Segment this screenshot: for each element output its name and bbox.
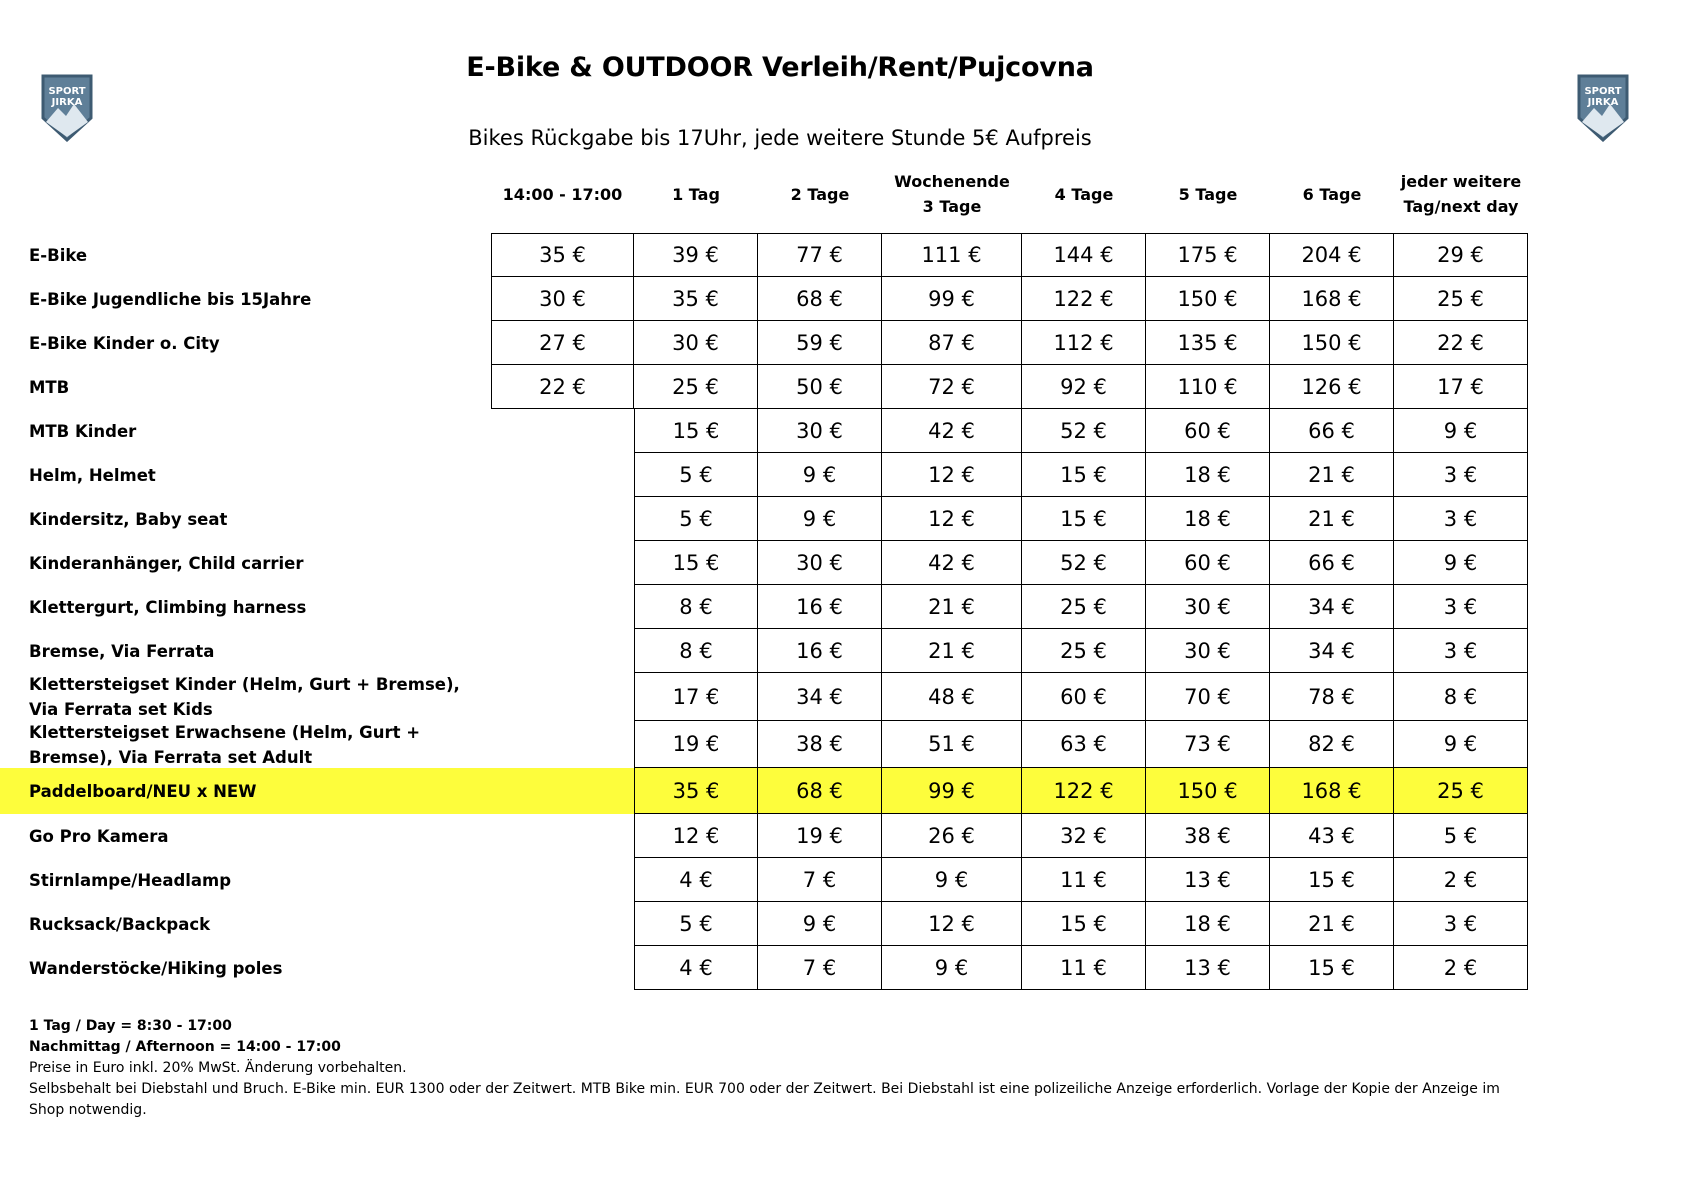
price-cell: 3 € — [1394, 453, 1528, 497]
table-row — [0, 365, 1540, 409]
price-cell: 21 € — [882, 585, 1022, 629]
price-cell: 3 € — [1394, 585, 1528, 629]
price-cell: 110 € — [1146, 365, 1270, 409]
price-cell: 59 € — [758, 321, 882, 365]
price-cell: 42 € — [882, 541, 1022, 585]
footer-price-note: Preise in Euro inkl. 20% MwSt. Änderung vorbehalten. — [29, 1060, 407, 1076]
price-cell: 26 € — [882, 814, 1022, 858]
price-cell: 17 € — [1394, 365, 1528, 409]
price-cell: 22 € — [491, 365, 634, 409]
price-cell: 60 € — [1022, 673, 1146, 721]
price-cell: 30 € — [1146, 629, 1270, 673]
price-cell: 25 € — [1394, 768, 1528, 814]
row-label: Paddelboard/NEU x NEW — [0, 768, 491, 814]
logo-line1: SPORT — [48, 86, 86, 97]
page-subtitle: Bikes Rückgabe bis 17Uhr, jede weitere Stunde 5€ Aufpreis — [468, 126, 1092, 150]
row-label: E-Bike Jugendliche bis 15Jahre — [29, 289, 312, 309]
price-cell: 32 € — [1022, 814, 1146, 858]
price-cell: 150 € — [1270, 321, 1394, 365]
table-row — [0, 814, 1540, 858]
price-cell: 150 € — [1146, 768, 1270, 814]
price-cell: 60 € — [1146, 541, 1270, 585]
price-cell: 18 € — [1146, 453, 1270, 497]
price-cell: 111 € — [882, 233, 1022, 277]
empty-cell — [491, 768, 634, 814]
table-row — [0, 629, 1540, 673]
price-cell: 9 € — [1394, 409, 1528, 453]
empty-cell — [491, 858, 634, 902]
price-cell: 9 € — [882, 858, 1022, 902]
price-cell: 30 € — [758, 409, 882, 453]
price-cell: 21 € — [1270, 453, 1394, 497]
table-row — [0, 768, 1540, 814]
sport-jirka-logo-right — [1576, 72, 1630, 142]
price-cell: 35 € — [634, 277, 758, 321]
price-cell: 87 € — [882, 321, 1022, 365]
price-cell: 175 € — [1146, 233, 1270, 277]
price-cell: 12 € — [634, 814, 758, 858]
price-cell: 5 € — [634, 453, 758, 497]
price-cell: 2 € — [1394, 946, 1528, 990]
column-header: 4 Tage — [1054, 184, 1114, 204]
price-cell: 7 € — [758, 858, 882, 902]
price-cell: 15 € — [1270, 946, 1394, 990]
price-cell: 135 € — [1146, 321, 1270, 365]
price-cell: 25 € — [1022, 629, 1146, 673]
price-cell: 22 € — [1394, 321, 1528, 365]
row-label: Kindersitz, Baby seat — [29, 509, 228, 529]
table-row — [0, 453, 1540, 497]
price-cell: 12 € — [882, 497, 1022, 541]
price-cell: 12 € — [882, 453, 1022, 497]
price-cell: 25 € — [634, 365, 758, 409]
empty-cell — [491, 721, 634, 768]
price-cell: 66 € — [1270, 409, 1394, 453]
row-label: Go Pro Kamera — [29, 826, 169, 846]
table-row — [0, 858, 1540, 902]
price-cell: 9 € — [882, 946, 1022, 990]
page-title: E-Bike & OUTDOOR Verleih/Rent/Pujcovna — [466, 52, 1094, 83]
price-cell: 15 € — [1022, 902, 1146, 946]
price-cell: 77 € — [758, 233, 882, 277]
price-cell: 63 € — [1022, 721, 1146, 768]
price-cell: 204 € — [1270, 233, 1394, 277]
row-label: Klettergurt, Climbing harness — [29, 597, 307, 617]
price-cell: 52 € — [1022, 409, 1146, 453]
empty-cell — [491, 629, 634, 673]
row-label: Stirnlampe/Headlamp — [29, 870, 232, 890]
price-cell: 21 € — [1270, 902, 1394, 946]
table-row — [0, 585, 1540, 629]
footer-day-hours: 1 Tag / Day = 8:30 - 17:00 — [29, 1018, 232, 1034]
empty-cell — [491, 902, 634, 946]
price-cell: 126 € — [1270, 365, 1394, 409]
price-cell: 19 € — [634, 721, 758, 768]
price-cell: 92 € — [1022, 365, 1146, 409]
price-cell: 38 € — [758, 721, 882, 768]
table-row — [0, 721, 1540, 768]
price-cell: 17 € — [634, 673, 758, 721]
logo-line2: JIRKA — [51, 97, 83, 108]
table-row — [0, 277, 1540, 321]
price-cell: 60 € — [1146, 409, 1270, 453]
price-cell: 15 € — [1022, 453, 1146, 497]
price-cell: 13 € — [1146, 946, 1270, 990]
price-cell: 68 € — [758, 768, 882, 814]
column-header: 1 Tag — [672, 184, 720, 204]
price-cell: 34 € — [1270, 629, 1394, 673]
column-header: 6 Tage — [1302, 184, 1362, 204]
price-cell: 11 € — [1022, 858, 1146, 902]
price-cell: 70 € — [1146, 673, 1270, 721]
table-row — [0, 497, 1540, 541]
table-row — [0, 321, 1540, 365]
column-header: 14:00 - 17:00 — [502, 184, 623, 204]
row-label: MTB Kinder — [29, 421, 137, 441]
price-cell: 38 € — [1146, 814, 1270, 858]
price-cell: 150 € — [1146, 277, 1270, 321]
price-cell: 66 € — [1270, 541, 1394, 585]
price-cell: 25 € — [1022, 585, 1146, 629]
price-cell: 3 € — [1394, 902, 1528, 946]
price-cell: 34 € — [758, 673, 882, 721]
table-row — [0, 946, 1540, 990]
column-header: jeder weitere Tag/next day — [1400, 172, 1522, 216]
price-cell: 9 € — [758, 902, 882, 946]
price-cell: 15 € — [1270, 858, 1394, 902]
empty-cell — [491, 814, 634, 858]
row-label: Bremse, Via Ferrata — [29, 641, 215, 661]
price-cell: 18 € — [1146, 497, 1270, 541]
empty-cell — [491, 673, 634, 721]
row-label: Klettersteigset Kinder (Helm, Gurt + Bremse), Via Ferrata set Kids — [29, 675, 460, 719]
price-cell: 2 € — [1394, 858, 1528, 902]
price-cell: 13 € — [1146, 858, 1270, 902]
price-cell: 112 € — [1022, 321, 1146, 365]
footer-liability-note: Selbsbehalt bei Diebstahl und Bruch. E-Bike min. EUR 1300 oder der Zeitwert. MTB Bike min. EUR 700 oder der Zeitwert. Bei Diebstahl ist eine polizeiliche Anzeige erforderlich. Vorlage der Kopie der Anzeige im Shop notwendig. — [29, 1081, 1500, 1118]
table-row — [0, 233, 1540, 277]
row-label: Rucksack/Backpack — [29, 914, 211, 934]
empty-cell — [491, 409, 634, 453]
price-cell: 122 € — [1022, 277, 1146, 321]
empty-cell — [491, 453, 634, 497]
price-cell: 43 € — [1270, 814, 1394, 858]
price-cell: 144 € — [1022, 233, 1146, 277]
price-cell: 9 € — [758, 453, 882, 497]
logo-line1: SPORT — [1584, 86, 1622, 97]
price-cell: 68 € — [758, 277, 882, 321]
price-cell: 72 € — [882, 365, 1022, 409]
price-cell: 21 € — [1270, 497, 1394, 541]
empty-cell — [491, 585, 634, 629]
price-cell: 52 € — [1022, 541, 1146, 585]
table-row — [0, 541, 1540, 585]
price-cell: 168 € — [1270, 277, 1394, 321]
price-cell: 30 € — [758, 541, 882, 585]
price-cell: 48 € — [882, 673, 1022, 721]
column-header: Wochenende 3 Tage — [894, 172, 1010, 216]
price-cell: 30 € — [1146, 585, 1270, 629]
price-cell: 11 € — [1022, 946, 1146, 990]
column-header: 2 Tage — [790, 184, 850, 204]
row-label: Klettersteigset Erwachsene (Helm, Gurt + Bremse), Via Ferrata set Adult — [29, 722, 421, 767]
price-cell: 30 € — [491, 277, 634, 321]
price-cell: 34 € — [1270, 585, 1394, 629]
price-cell: 18 € — [1146, 902, 1270, 946]
price-table-header — [491, 166, 1528, 222]
row-label: Helm, Helmet — [29, 465, 156, 485]
table-row — [0, 673, 1540, 721]
price-cell: 8 € — [634, 585, 758, 629]
price-cell: 30 € — [634, 321, 758, 365]
price-cell: 35 € — [491, 233, 634, 277]
price-cell: 99 € — [882, 768, 1022, 814]
footer-notes — [29, 1016, 1529, 1121]
logo-line2: JIRKA — [1587, 97, 1619, 108]
price-cell: 35 € — [634, 768, 758, 814]
empty-cell — [491, 946, 634, 990]
empty-cell — [491, 497, 634, 541]
price-cell: 168 € — [1270, 768, 1394, 814]
price-cell: 99 € — [882, 277, 1022, 321]
row-label: Wanderstöcke/Hiking poles — [29, 958, 283, 978]
price-cell: 15 € — [634, 541, 758, 585]
column-header: 5 Tage — [1178, 184, 1238, 204]
price-cell: 3 € — [1394, 497, 1528, 541]
price-cell: 9 € — [1394, 541, 1528, 585]
price-cell: 25 € — [1394, 277, 1528, 321]
price-cell: 8 € — [1394, 673, 1528, 721]
price-cell: 5 € — [634, 902, 758, 946]
price-cell: 15 € — [634, 409, 758, 453]
price-table — [0, 233, 1540, 990]
price-cell: 15 € — [1022, 497, 1146, 541]
price-cell: 19 € — [758, 814, 882, 858]
price-cell: 42 € — [882, 409, 1022, 453]
price-cell: 29 € — [1394, 233, 1528, 277]
price-cell: 9 € — [758, 497, 882, 541]
table-row — [0, 409, 1540, 453]
price-cell: 5 € — [634, 497, 758, 541]
price-cell: 12 € — [882, 902, 1022, 946]
price-cell: 4 € — [634, 858, 758, 902]
price-cell: 16 € — [758, 629, 882, 673]
price-cell: 5 € — [1394, 814, 1528, 858]
price-cell: 16 € — [758, 585, 882, 629]
row-label: MTB — [29, 377, 70, 397]
price-cell: 82 € — [1270, 721, 1394, 768]
table-row — [0, 902, 1540, 946]
price-cell: 7 € — [758, 946, 882, 990]
price-cell: 27 € — [491, 321, 634, 365]
price-cell: 8 € — [634, 629, 758, 673]
price-cell: 21 € — [882, 629, 1022, 673]
footer-afternoon-hours: Nachmittag / Afternoon = 14:00 - 17:00 — [29, 1039, 341, 1055]
price-cell: 51 € — [882, 721, 1022, 768]
row-label: E-Bike — [29, 245, 88, 265]
price-cell: 122 € — [1022, 768, 1146, 814]
row-label: Kinderanhänger, Child carrier — [29, 553, 304, 573]
empty-cell — [491, 541, 634, 585]
price-cell: 4 € — [634, 946, 758, 990]
price-cell: 50 € — [758, 365, 882, 409]
price-cell: 3 € — [1394, 629, 1528, 673]
price-cell: 78 € — [1270, 673, 1394, 721]
row-label: E-Bike Kinder o. City — [29, 333, 220, 353]
price-cell: 9 € — [1394, 721, 1528, 768]
price-cell: 39 € — [634, 233, 758, 277]
price-cell: 73 € — [1146, 721, 1270, 768]
